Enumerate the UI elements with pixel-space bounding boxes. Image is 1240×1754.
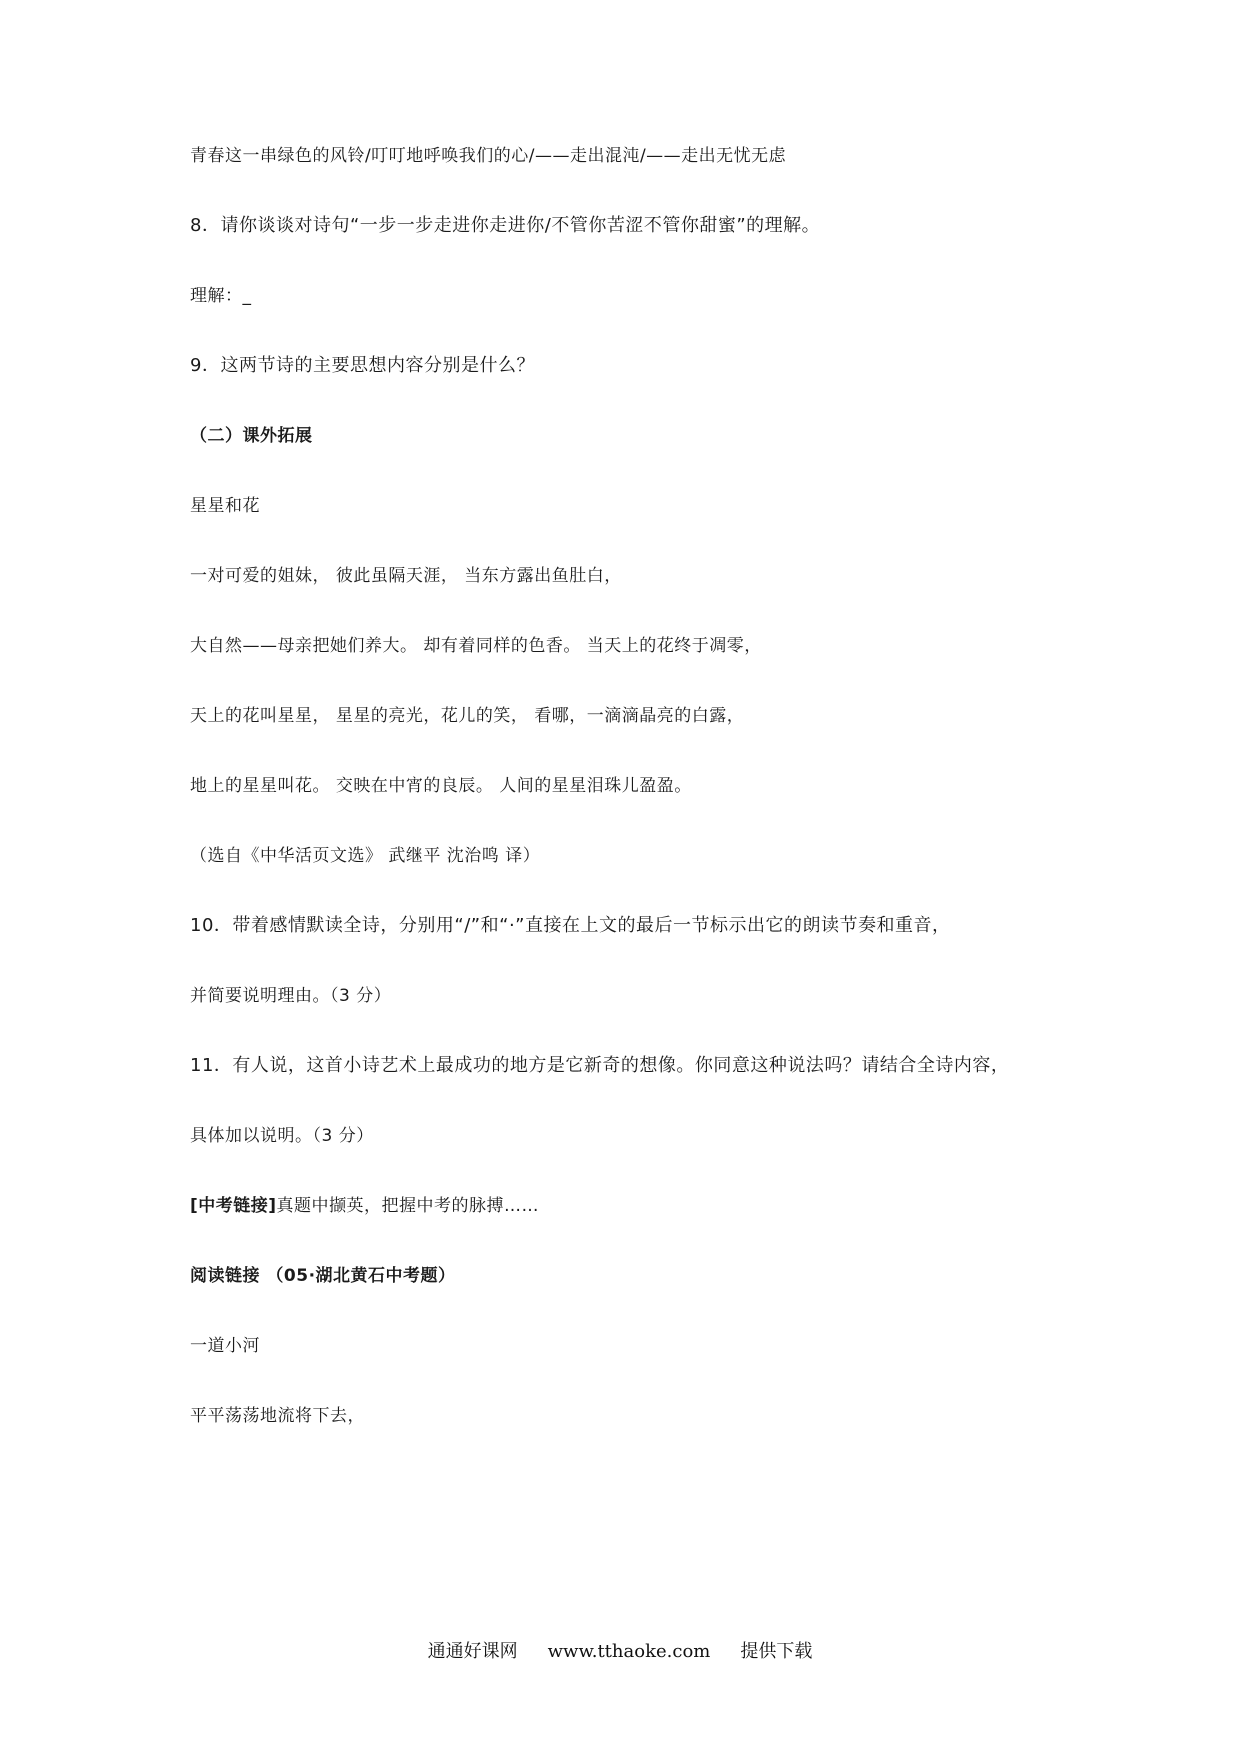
answer-label: 理解：_ — [190, 286, 252, 306]
exam-link-text: 真题中撷英，把握中考的脉搏…… — [276, 1196, 540, 1216]
question-10-part-a: 10．带着感情默读全诗，分别用“/”和“·”直接在上文的最后一节标示出它的朗读节奏和重音， — [190, 915, 951, 936]
poem-row-2: 大自然——母亲把她们养大。 却有着同样的色香。 当天上的花终于凋零， — [190, 636, 762, 656]
question-8: 8．请你谈谈对诗句“一步一步走进你走进你/不管你苦涩不管你甜蜜”的理解。 — [190, 215, 821, 236]
poem-source: （选自《中华活页文选》 武继平 沈治鸣 译） — [190, 846, 541, 866]
exam-link — [190, 1194, 539, 1218]
poem-line: 青春这一串绿色的风铃/叮叮地呼唤我们的心/——走出混沌/——走出无忧无虑 — [190, 146, 787, 166]
exam-link-label: [中考链接] — [190, 1196, 277, 1216]
question-9: 9．这两节诗的主要思想内容分别是什么？ — [190, 355, 535, 376]
question-11-part-a: 11．有人说，这首小诗艺术上最成功的地方是它新奇的想像。你同意这种说法吗？请结合全诗内容， — [190, 1055, 1010, 1076]
poem-row-1: 一对可爱的姐妹， 彼此虽隔天涯， 当东方露出鱼肚白， — [190, 566, 622, 586]
question-10-part-b: 并简要说明理由。（3 分） — [190, 986, 392, 1006]
poem-title: 星星和花 — [190, 496, 260, 516]
reading-link-heading: 阅读链接 （05·湖北黄石中考题） — [190, 1266, 456, 1286]
poem2-title: 一道小河 — [190, 1336, 260, 1356]
poem2-line-1: 平平荡荡地流将下去， — [190, 1406, 365, 1426]
question-11-part-b: 具体加以说明。（3 分） — [190, 1126, 374, 1146]
poem-row-4: 地上的星星叫花。 交映在中宵的良辰。 人间的星星泪珠儿盈盈。 — [190, 776, 692, 796]
poem-row-3: 天上的花叫星星， 星星的亮光，花儿的笑， 看哪，一滴滴晶亮的白露， — [190, 706, 745, 726]
section-heading-extension: （二）课外拓展 — [190, 426, 313, 446]
footer-site-name: 通通好课网 — [427, 1641, 518, 1662]
page-footer — [0, 1640, 1240, 1664]
footer-suffix: 提供下载 — [740, 1641, 813, 1662]
footer-url[interactable]: www.tthaoke.com — [547, 1641, 711, 1662]
